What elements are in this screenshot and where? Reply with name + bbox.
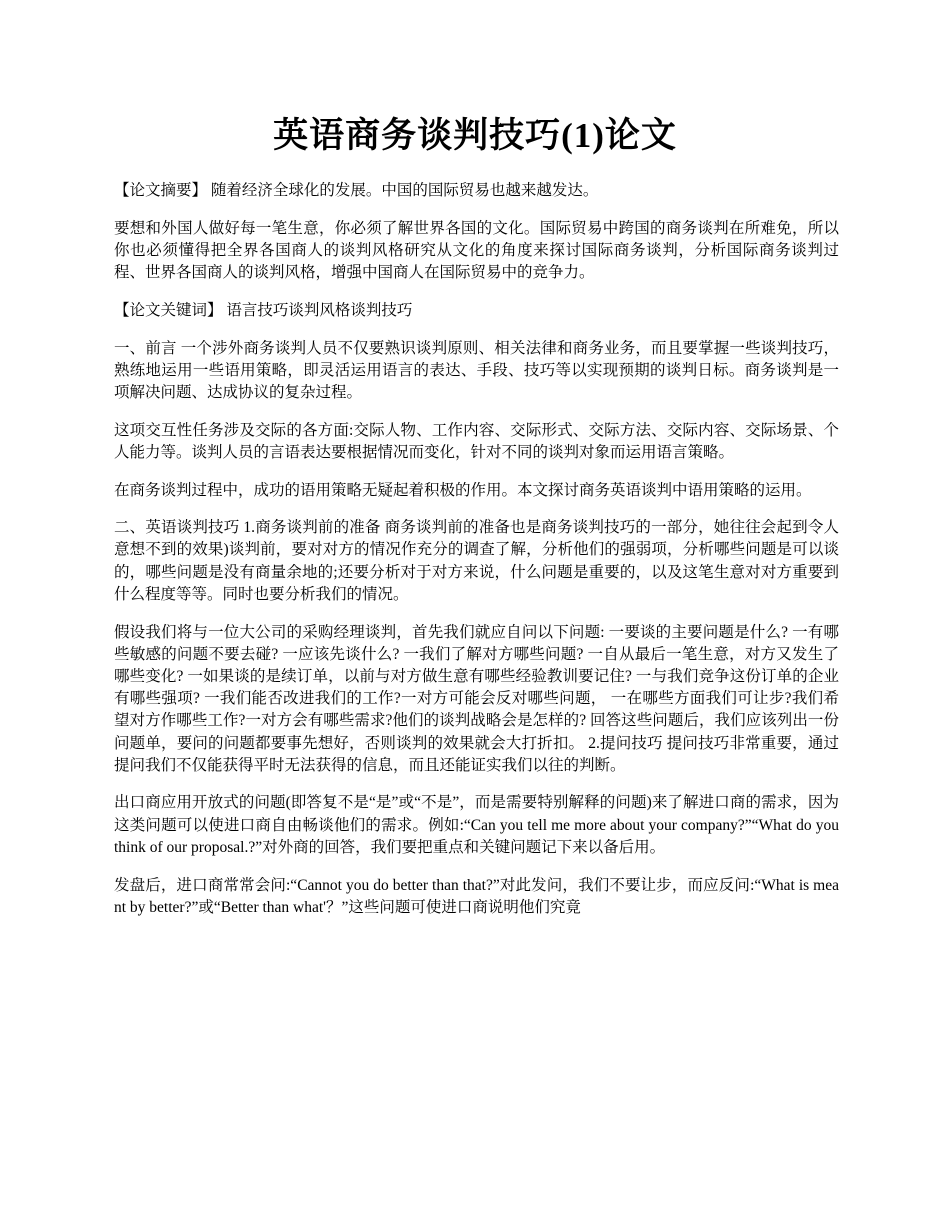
body-paragraph: 在商务谈判过程中，成功的语用策略无疑起着积极的作用。本文探讨商务英语谈判中语用策略的运用。 [114, 481, 812, 499]
abstract-paragraph: 【论文摘要】 随着经济全球化的发展。中国的国际贸易也越来越发达。 [114, 182, 599, 199]
body-paragraph: 一、前言 一个涉外商务谈判人员不仅要熟识谈判原则、相关法律和商务业务，而且要掌握一些谈判技巧，熟练地运用一些语用策略，即灵活运用语言的表达、手段、技巧等以实现预期的谈判日标。商务谈判是一项解决问题、达成协议的复杂过程。 [114, 339, 839, 401]
document-body [114, 180, 839, 934]
body-paragraph: 假设我们将与一位大公司的采购经理谈判，首先我们就应自问以下问题: 一要谈的主要问题是什么? 一有哪些敏感的问题不要去碰? 一应该先谈什么? 一我们了解对方哪些问题? 一自从最后一笔生意，对方又发生了哪些变化? 一如果谈的是续订单，以前与对方做生意有哪些经验教训要记住? 一与我们竞争这份订单的企业有哪些强项? 一我们能否改进我们的工作?一对方可能会反对哪些问题， 一在哪些方面我们可让步?我们希望对方作哪些工作?一对方会有哪些需求?他们的谈判战略会是怎样的? 回答这些问题后，我们应该列出一份问题单，要问的问题都要事先想好，否则谈判的效果就会大打折扣。 2.提问技巧 提问技巧非常重要，通过提问我们不仅能获得平时无法获得的信息，而且还能证实我们以往的判断。 [114, 623, 839, 774]
body-paragraph: 出口商应用开放式的问题(即答复不是“是”或“不是”，而是需要特别解释的问题)来了解进口商的需求，因为这类问题可以使进口商自由畅谈他们的需求。例如:“Can you tell me more about your company?”“What do you think of our proposal.?”对外商的回答，我们要把重点和关键问题记下来以备后用。 [114, 794, 839, 856]
page-title: 英语商务谈判技巧(1)论文 [273, 116, 677, 155]
body-paragraph: 发盘后，进口商常常会问:“Cannot you do better than that?”对此发问，我们不要让步，而应反问:“What is meant by better?”或“Better than what'？”这些问题可使进口商说明他们究竟 [114, 876, 839, 916]
keywords-paragraph: 【论文关键词】 语言技巧谈判风格谈判技巧 [114, 301, 413, 319]
body-paragraph: 二、英语谈判技巧 1.商务谈判前的准备 商务谈判前的准备也是商务谈判技巧的一部分，她往往会起到令人意想不到的效果)谈判前，要对对方的情况作充分的调查了解，分析他们的强弱项，分析哪些问题是可以谈的，哪些问题是没有商量余地的;还要分析对于对方来说，什么问题是重要的，以及这笔生意对对方重要到什么程度等等。同时也要分析我们的情况。 [114, 519, 839, 603]
body-paragraph: 要想和外国人做好每一笔生意，你必须了解世界各国的文化。国际贸易中跨国的商务谈判在所难免，所以你也必须懂得把全界各国商人的谈判风格研究从文化的角度来探讨国际商务谈判，分析国际商务谈判过程、世界各国商人的谈判风格，增强中国商人在国际贸易中的竞争力。 [114, 219, 839, 282]
body-paragraph: 这项交互性任务涉及交际的各方面:交际人物、工作内容、交际形式、交际方法、交际内容、交际场景、个人能力等。谈判人员的言语表达要根据情况而变化，针对不同的谈判对象而运用语言策略。 [114, 421, 839, 461]
